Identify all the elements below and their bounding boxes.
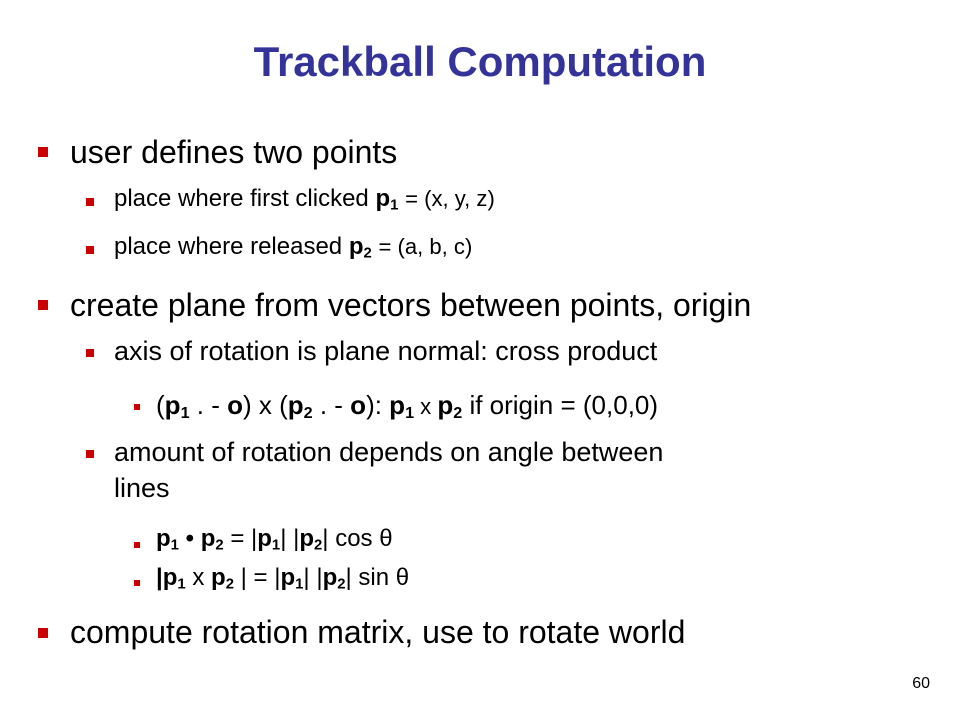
p2-equation: = (a, b, c) xyxy=(378,234,473,259)
bullet-marker xyxy=(38,628,48,638)
p1-var: $p_1$ xyxy=(375,185,399,214)
bullet-marker xyxy=(86,349,94,357)
bullet-amount-of-rotation-cont: lines xyxy=(114,473,170,503)
bullet-amount-of-rotation: amount of rotation depends on angle between xyxy=(114,437,664,467)
bullet-marker xyxy=(86,450,94,458)
first-clicked-text: place where first clicked xyxy=(114,185,369,212)
bullet-create-plane: create plane from vectors between points, origin xyxy=(70,287,752,323)
bullet-compute-rotation: compute rotation matrix, use to rotate world xyxy=(70,614,686,650)
p1-equation: = (x, y, z) xyxy=(405,186,495,211)
cross-magnitude-formula: $|p_1$ x $p_2$ | = $|p_1|$ $|p_2|$ sin θ xyxy=(156,564,410,593)
dot-product-formula: $p_1$ • $p_2 = |p_1|$ $|p_2|$ cos θ xyxy=(156,525,393,554)
cross-product-formula: ($p_1$ . - o) x ($p_2$ . - o): $p_1$ x $p_2$ if origin = (0,0,0) xyxy=(156,390,659,423)
released-text: place where released xyxy=(114,233,343,260)
bullet-axis-of-rotation: axis of rotation is plane normal: cross product xyxy=(114,336,658,366)
bullet-marker xyxy=(134,542,140,548)
bullet-first-clicked xyxy=(114,184,495,214)
p2-var: $p_2$ xyxy=(348,233,372,262)
bullet-marker xyxy=(134,580,140,586)
bullet-user-defines-points: user defines two points xyxy=(70,134,398,170)
bullet-marker xyxy=(38,147,48,157)
bullet-marker xyxy=(134,404,140,410)
page-number: 60 xyxy=(912,675,930,692)
slide-title: Trackball Computation xyxy=(253,38,707,85)
bullet-released xyxy=(114,232,472,262)
bullet-marker xyxy=(38,300,48,310)
bullet-marker xyxy=(86,198,94,206)
bullet-marker xyxy=(86,246,94,254)
